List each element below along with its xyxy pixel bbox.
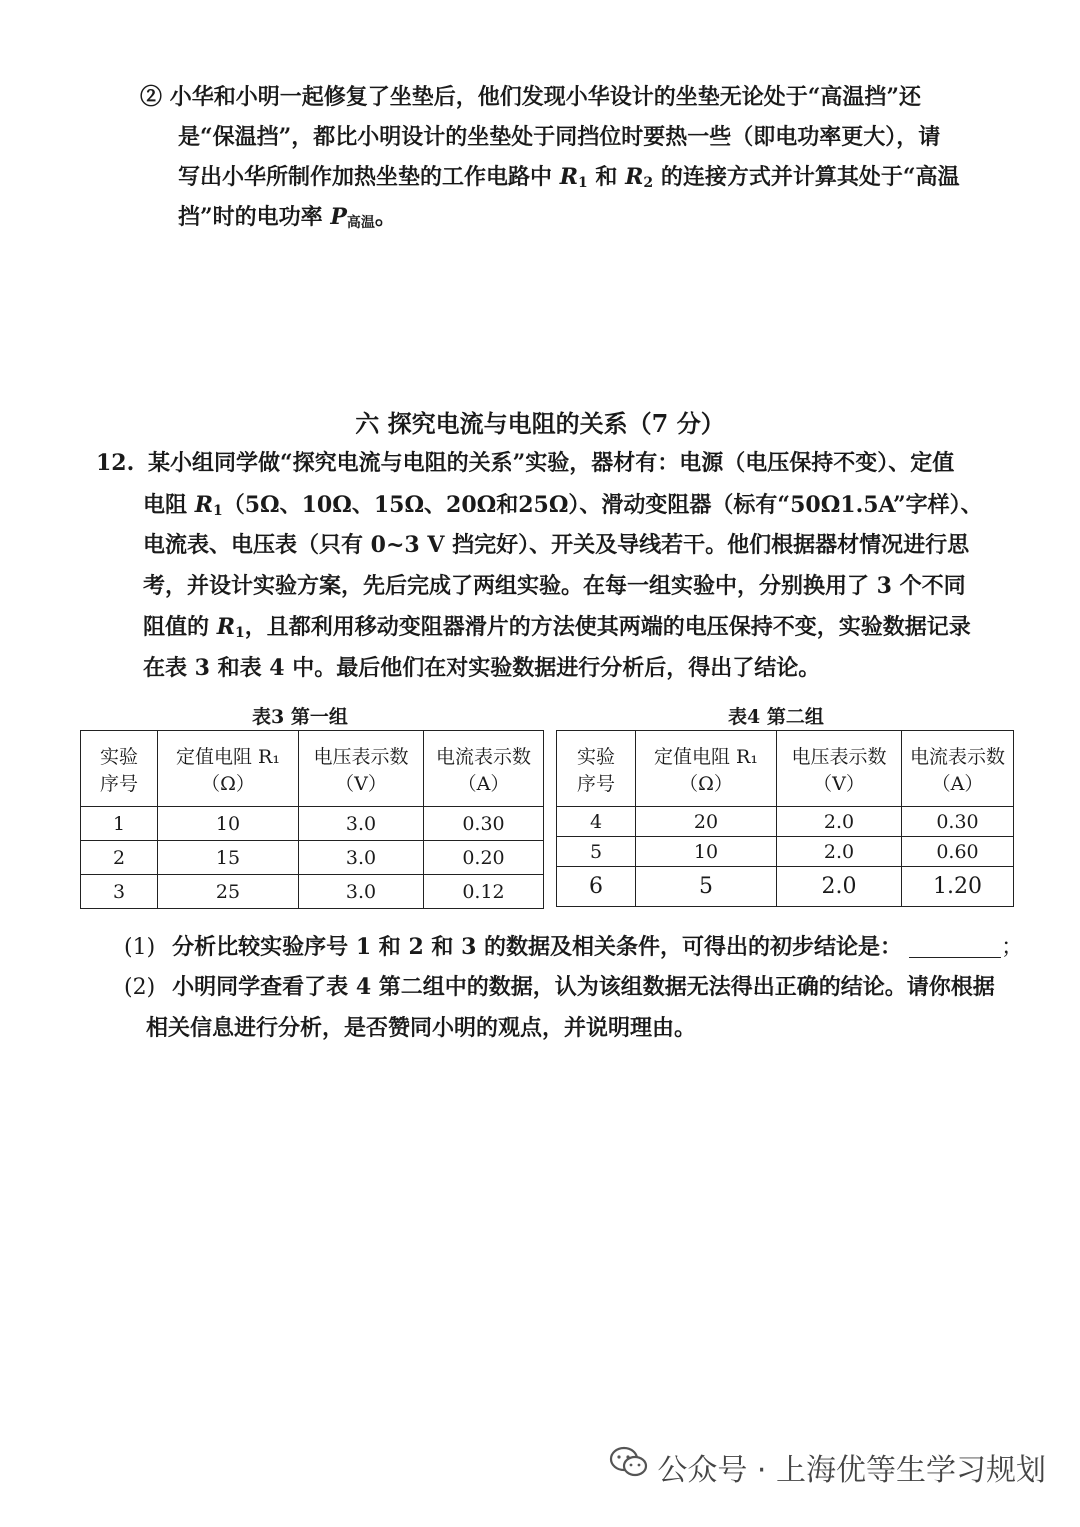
table3-caption: 表3 第一组 xyxy=(252,706,348,728)
header-cell: 电压表示数 （V） xyxy=(777,731,902,807)
header-cell: 定值电阻 R₁ （Ω） xyxy=(636,731,777,807)
table-header-row xyxy=(557,731,1014,807)
q12-line5: 阻值的 $R_1$，且都利用移动变阻器滑片的方法使其两端的电压保持不变，实验数据记录 xyxy=(143,614,971,641)
table-cell: 1.20 xyxy=(902,867,1014,907)
table-cell: 15 xyxy=(158,841,299,875)
table4-caption: 表4 第二组 xyxy=(728,706,824,728)
subq2: (2) 小明同学查看了表 4 第二组中的数据，认为该组数据无法得出正确的结论。请你根据 xyxy=(124,974,995,1000)
subq1: (1) 分析比较实验序号 1 和 2 和 3 的数据及相关条件，可得出的初步结论是： ； xyxy=(124,934,1024,960)
table-cell: 2 xyxy=(81,841,158,875)
wechat-icon xyxy=(609,1446,657,1488)
header-cell: 电压表示数 （V） xyxy=(299,731,424,807)
table-cell: 2.0 xyxy=(777,837,902,867)
q11-line3: 写出小华所制作加热坐垫的工作电路中 $R_1$ 和 $R_2$ 的连接方式并计算其处于“高温 xyxy=(178,164,960,191)
table-cell: 0.20 xyxy=(424,841,544,875)
q11-line1: ② 小华和小明一起修复了坐垫后，他们发现小华设计的坐垫无论处于“高温挡”还 xyxy=(140,84,921,110)
q12-line3: 电流表、电压表（只有 0~3 V 挡完好）、开关及导线若干。他们根据器材情况进行思 xyxy=(143,532,970,558)
circled-marker: ② xyxy=(140,84,163,110)
table-cell: 3.0 xyxy=(299,841,424,875)
watermark-text: 公众号 · 上海优等生学习规划 xyxy=(657,1453,1046,1488)
table-row xyxy=(557,837,1014,867)
table-cell: 10 xyxy=(636,837,777,867)
table-cell: 0.30 xyxy=(902,807,1014,837)
table-cell: 3.0 xyxy=(299,875,424,909)
header-cell: 实验 序号 xyxy=(557,731,636,807)
table-cell: 2.0 xyxy=(777,807,902,837)
table-cell: 0.30 xyxy=(424,807,544,841)
table-row xyxy=(81,807,544,841)
header-cell: 电流表示数 （A） xyxy=(424,731,544,807)
table-cell: 25 xyxy=(158,875,299,909)
table-cell: 3.0 xyxy=(299,807,424,841)
table3 xyxy=(80,730,544,909)
q12-line2: 电阻 $R_1(5\Omega$、10Ω、15Ω、20Ω和25Ω）、滑动变阻器（标有“50Ω1.5A”字样）、 xyxy=(143,492,983,519)
q12-line6: 在表 3 和表 4 中。最后他们在对实验数据进行分析后，得出了结论。 xyxy=(143,655,821,681)
header-cell: 电流表示数 （A） xyxy=(902,731,1014,807)
watermark xyxy=(609,1445,1046,1489)
table-row xyxy=(557,807,1014,837)
table-header-row xyxy=(81,731,544,807)
header-cell: 定值电阻 R₁ （Ω） xyxy=(158,731,299,807)
table-cell: 1 xyxy=(81,807,158,841)
table-cell: 3 xyxy=(81,875,158,909)
table-cell: 6 xyxy=(557,867,636,907)
q12-line4: 考，并设计实验方案，先后完成了两组实验。在每一组实验中，分别换用了 3 个不同 xyxy=(143,573,966,599)
subq2-line2: 相关信息进行分析，是否赞同小明的观点，并说明理由。 xyxy=(146,1015,697,1041)
table-cell: 5 xyxy=(636,867,777,907)
header-cell: 实验 序号 xyxy=(81,731,158,807)
table-cell: 0.60 xyxy=(902,837,1014,867)
table-row xyxy=(557,867,1014,907)
question-number: 12. xyxy=(96,450,135,476)
table-cell: 5 xyxy=(557,837,636,867)
table4 xyxy=(556,730,1014,907)
table-cell: 0.12 xyxy=(424,875,544,909)
q12-line1: 12. 某小组同学做“探究电流与电阻的关系”实验，器材有：电源（电压保持不变）、定值 xyxy=(96,450,955,476)
table-cell: 20 xyxy=(636,807,777,837)
q11-line4: 挡”时的电功率 $P_{高温}$。 xyxy=(178,204,397,231)
q11-line2: 是“保温挡”，都比小明设计的坐垫处于同挡位时要热一些（即电功率更大），请 xyxy=(178,124,941,150)
section-title: 六 探究电流与电阻的关系（7 分） xyxy=(355,409,725,438)
table-cell: 4 xyxy=(557,807,636,837)
table-cell: 2.0 xyxy=(777,867,902,907)
table-row xyxy=(81,841,544,875)
answer-blank[interactable] xyxy=(909,935,1001,958)
table-cell: 10 xyxy=(158,807,299,841)
table-row xyxy=(81,875,544,909)
